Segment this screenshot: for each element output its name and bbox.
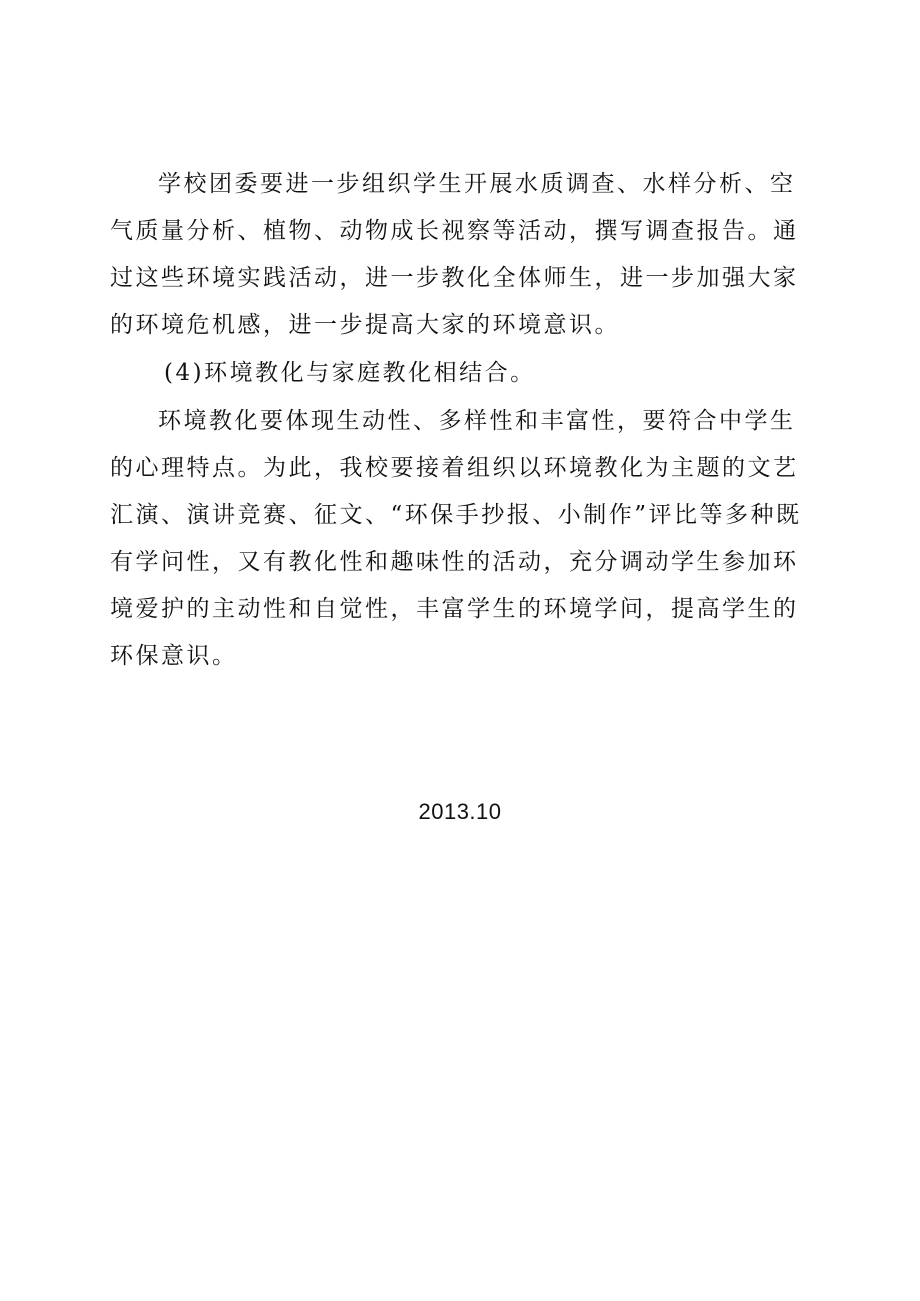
document-date: 2013.10	[418, 799, 502, 824]
section-heading-4: (4)环境教化与家庭教化相结合。	[164, 360, 536, 386]
paragraph-environment-practice: 学校团委要进一步组织学生开展水质调查、水样分析、空气质量分析、植物、动物成长视察等活动，撰写调查报告。通过这些环境实践活动，进一步教化全体师生，进一步加强大家的环境危机感，进一步提高大家的环境意识。	[110, 171, 799, 338]
paragraph-family-education: 环境教化要体现生动性、多样性和丰富性，要符合中学生的心理特点。为此，我校要接着组织以环境教化为主题的文艺汇演、演讲竞赛、征文、“环保手抄报、小制作”评比等多种既有学问性，又有教化性和趣味性的活动，充分调动学生参加环境爱护的主动性和自觉性，丰富学生的环境学问，提高学生的环保意识。	[110, 408, 802, 669]
